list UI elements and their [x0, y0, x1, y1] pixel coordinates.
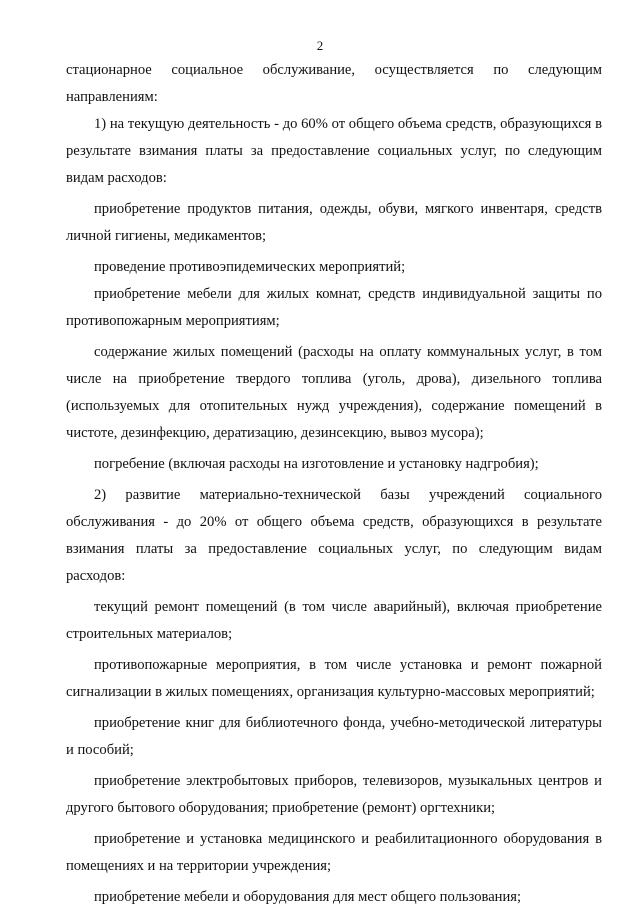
paragraph-item-1: 1) на текущую деятельность - до 60% от общего объема средств, образующихся в результате взимания платы за предоставление социальных услуг, по следующим видам расходов: [66, 116, 602, 186]
page-number: 2 [316, 38, 324, 53]
paragraph-expense-furniture: приобретение мебели для жилых комнат, средств индивидуальной защиты по противопожарным мероприятиям; [66, 286, 602, 329]
document-body [66, 57, 602, 911]
paragraph-expense-housing: содержание жилых помещений (расходы на оплату коммунальных услуг, в том числе на приобретение твердого топлива (уголь, дрова), дизельного топлива (используемых для отопительных нужд учреждения), содержание помещений в чистоте, дезинфекцию, дератизацию, дезинсекцию, вывоз мусора); [66, 344, 602, 441]
paragraph-item-2: 2) развитие материально-технической базы учреждений социального обслуживания - до 20% от общего объема средств, образующихся в результате взимания платы за предоставление социальных услуг, по следующим видам расходов: [66, 487, 602, 584]
paragraph-expense-common-areas: приобретение мебели и оборудования для мест общего пользования; [94, 889, 522, 905]
paragraph-expense-medical: приобретение и установка медицинского и реабилитационного оборудования в помещениях и на территории учреждения; [66, 831, 602, 874]
paragraph-expense-burial: погребение (включая расходы на изготовление и установку надгробия); [94, 456, 539, 472]
paragraph-expense-repair: текущий ремонт помещений (в том числе аварийный), включая приобретение строительных материалов; [66, 599, 602, 642]
paragraph-expense-epidemic: проведение противоэпидемических мероприятий; [94, 259, 406, 275]
paragraph-expense-food: приобретение продуктов питания, одежды, обуви, мягкого инвентаря, средств личной гигиены, медикаментов; [66, 201, 602, 244]
paragraph-continuation: стационарное социальное обслуживание, осуществляется по следующим направлениям: [66, 62, 602, 105]
paragraph-expense-appliances: приобретение электробытовых приборов, телевизоров, музыкальных центров и другого бытового оборудования; приобретение (ремонт) оргтехники; [66, 773, 602, 816]
paragraph-expense-fire-safety: противопожарные мероприятия, в том числе установка и ремонт пожарной сигнализации в жилых помещениях, организация культурно-массовых мероприятий; [66, 657, 602, 700]
paragraph-expense-books: приобретение книг для библиотечного фонда, учебно-методической литературы и пособий; [66, 715, 602, 758]
